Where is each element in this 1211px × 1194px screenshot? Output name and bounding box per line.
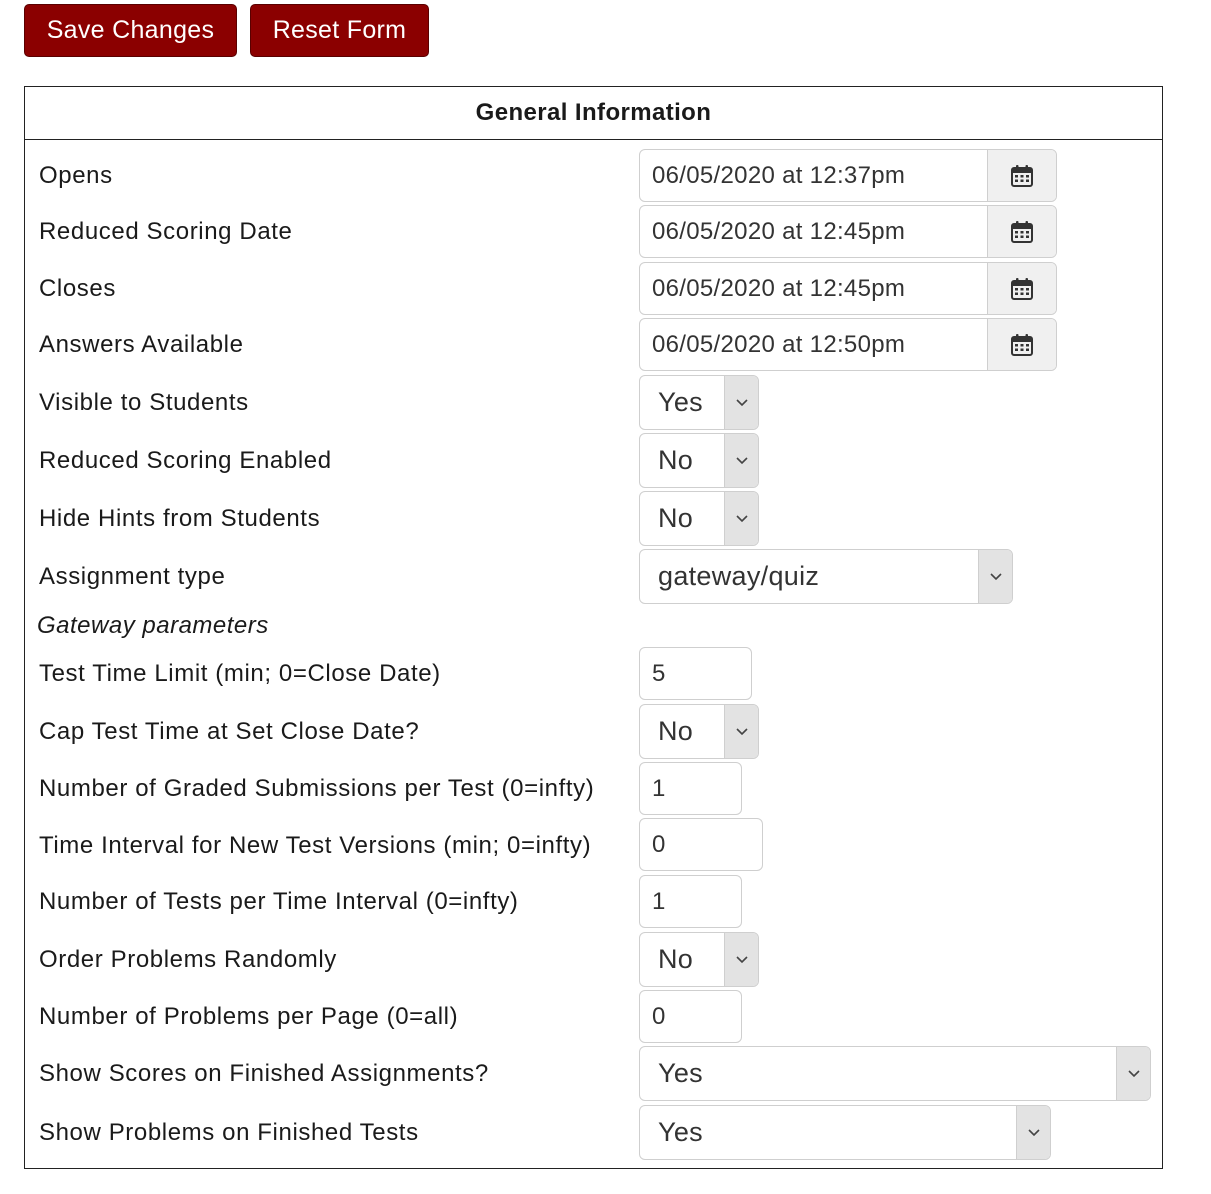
order-randomly-select[interactable] — [639, 932, 759, 987]
chevron-down-icon — [735, 398, 749, 408]
order-randomly-dropdown[interactable] — [724, 933, 758, 986]
test-time-limit-input[interactable]: 5 — [639, 647, 752, 700]
chevron-down-icon — [735, 727, 749, 737]
tests-per-interval-label: Number of Tests per Time Interval (0=infty) — [39, 888, 519, 915]
visible-to-students-dropdown[interactable] — [724, 376, 758, 429]
calendar-icon — [1010, 277, 1034, 301]
show-problems-value: Yes — [658, 1117, 703, 1147]
assignment-type-value: gateway/quiz — [658, 561, 820, 591]
closes-date-input[interactable] — [639, 262, 1057, 315]
visible-to-students-label: Visible to Students — [39, 389, 249, 416]
cap-test-time-label: Cap Test Time at Set Close Date? — [39, 718, 420, 745]
reduced-scoring-enabled-value: No — [658, 445, 694, 475]
closes-label: Closes — [39, 275, 116, 302]
tests-per-interval-input[interactable]: 1 — [639, 875, 742, 928]
reduced-scoring-date-input[interactable] — [639, 205, 1057, 258]
calendar-icon — [1010, 333, 1034, 357]
chevron-down-icon — [735, 955, 749, 965]
reduced-scoring-enabled-label: Reduced Scoring Enabled — [39, 447, 332, 474]
test-time-limit-label: Test Time Limit (min; 0=Close Date) — [39, 660, 441, 687]
calendar-icon — [1010, 164, 1034, 188]
cap-test-time-value: No — [658, 716, 694, 746]
time-interval-label: Time Interval for New Test Versions (min; 0=infty) — [39, 832, 592, 859]
problems-per-page-input[interactable]: 0 — [639, 990, 742, 1043]
panel-header: General Information — [25, 87, 1162, 140]
reduced-scoring-enabled-dropdown[interactable] — [724, 434, 758, 487]
chevron-down-icon — [989, 572, 1003, 582]
reduced-scoring-date-value[interactable]: 06/05/2020 at 12:45pm — [652, 217, 906, 245]
opens-date-value[interactable]: 06/05/2020 at 12:37pm — [652, 161, 906, 189]
gateway-parameters-heading: Gateway parameters — [37, 612, 269, 639]
opens-label: Opens — [39, 162, 113, 189]
hide-hints-value: No — [658, 503, 694, 533]
show-problems-select[interactable] — [639, 1105, 1051, 1160]
closes-calendar-button[interactable] — [987, 263, 1056, 314]
hide-hints-label: Hide Hints from Students — [39, 505, 321, 532]
graded-submissions-label: Number of Graded Submissions per Test (0=infty) — [39, 775, 595, 802]
assignment-type-label: Assignment type — [39, 563, 226, 590]
time-interval-input[interactable]: 0 — [639, 818, 763, 871]
assignment-type-dropdown[interactable] — [978, 550, 1012, 603]
calendar-icon — [1010, 220, 1034, 244]
chevron-down-icon — [735, 456, 749, 466]
assignment-type-select[interactable] — [639, 549, 1013, 604]
order-randomly-value: No — [658, 944, 694, 974]
show-scores-dropdown[interactable] — [1116, 1047, 1150, 1100]
show-scores-label: Show Scores on Finished Assignments? — [39, 1060, 489, 1087]
order-randomly-label: Order Problems Randomly — [39, 946, 337, 973]
general-information-panel — [24, 86, 1163, 1169]
closes-date-value[interactable]: 06/05/2020 at 12:45pm — [652, 274, 906, 302]
opens-calendar-button[interactable] — [987, 150, 1056, 201]
show-scores-value: Yes — [658, 1058, 703, 1088]
chevron-down-icon — [1027, 1128, 1041, 1138]
answers-available-date-value[interactable]: 06/05/2020 at 12:50pm — [652, 330, 906, 358]
show-problems-dropdown[interactable] — [1016, 1106, 1050, 1159]
save-changes-button[interactable]: Save Changes — [24, 4, 237, 57]
answers-available-calendar-button[interactable] — [987, 319, 1056, 370]
graded-submissions-input[interactable]: 1 — [639, 762, 742, 815]
reduced-scoring-calendar-button[interactable] — [987, 206, 1056, 257]
answers-available-date-input[interactable] — [639, 318, 1057, 371]
show-scores-select[interactable] — [639, 1046, 1151, 1101]
visible-to-students-value: Yes — [658, 387, 703, 417]
cap-test-time-select[interactable] — [639, 704, 759, 759]
reset-form-button[interactable]: Reset Form — [250, 4, 429, 57]
hide-hints-select[interactable] — [639, 491, 759, 546]
cap-test-time-dropdown[interactable] — [724, 705, 758, 758]
show-problems-label: Show Problems on Finished Tests — [39, 1119, 419, 1146]
chevron-down-icon — [735, 514, 749, 524]
problems-per-page-label: Number of Problems per Page (0=all) — [39, 1003, 459, 1030]
opens-date-input[interactable] — [639, 149, 1057, 202]
chevron-down-icon — [1127, 1069, 1141, 1079]
reduced-scoring-enabled-select[interactable] — [639, 433, 759, 488]
reduced-scoring-date-label: Reduced Scoring Date — [39, 218, 293, 245]
visible-to-students-select[interactable] — [639, 375, 759, 430]
hide-hints-dropdown[interactable] — [724, 492, 758, 545]
answers-available-label: Answers Available — [39, 331, 244, 358]
